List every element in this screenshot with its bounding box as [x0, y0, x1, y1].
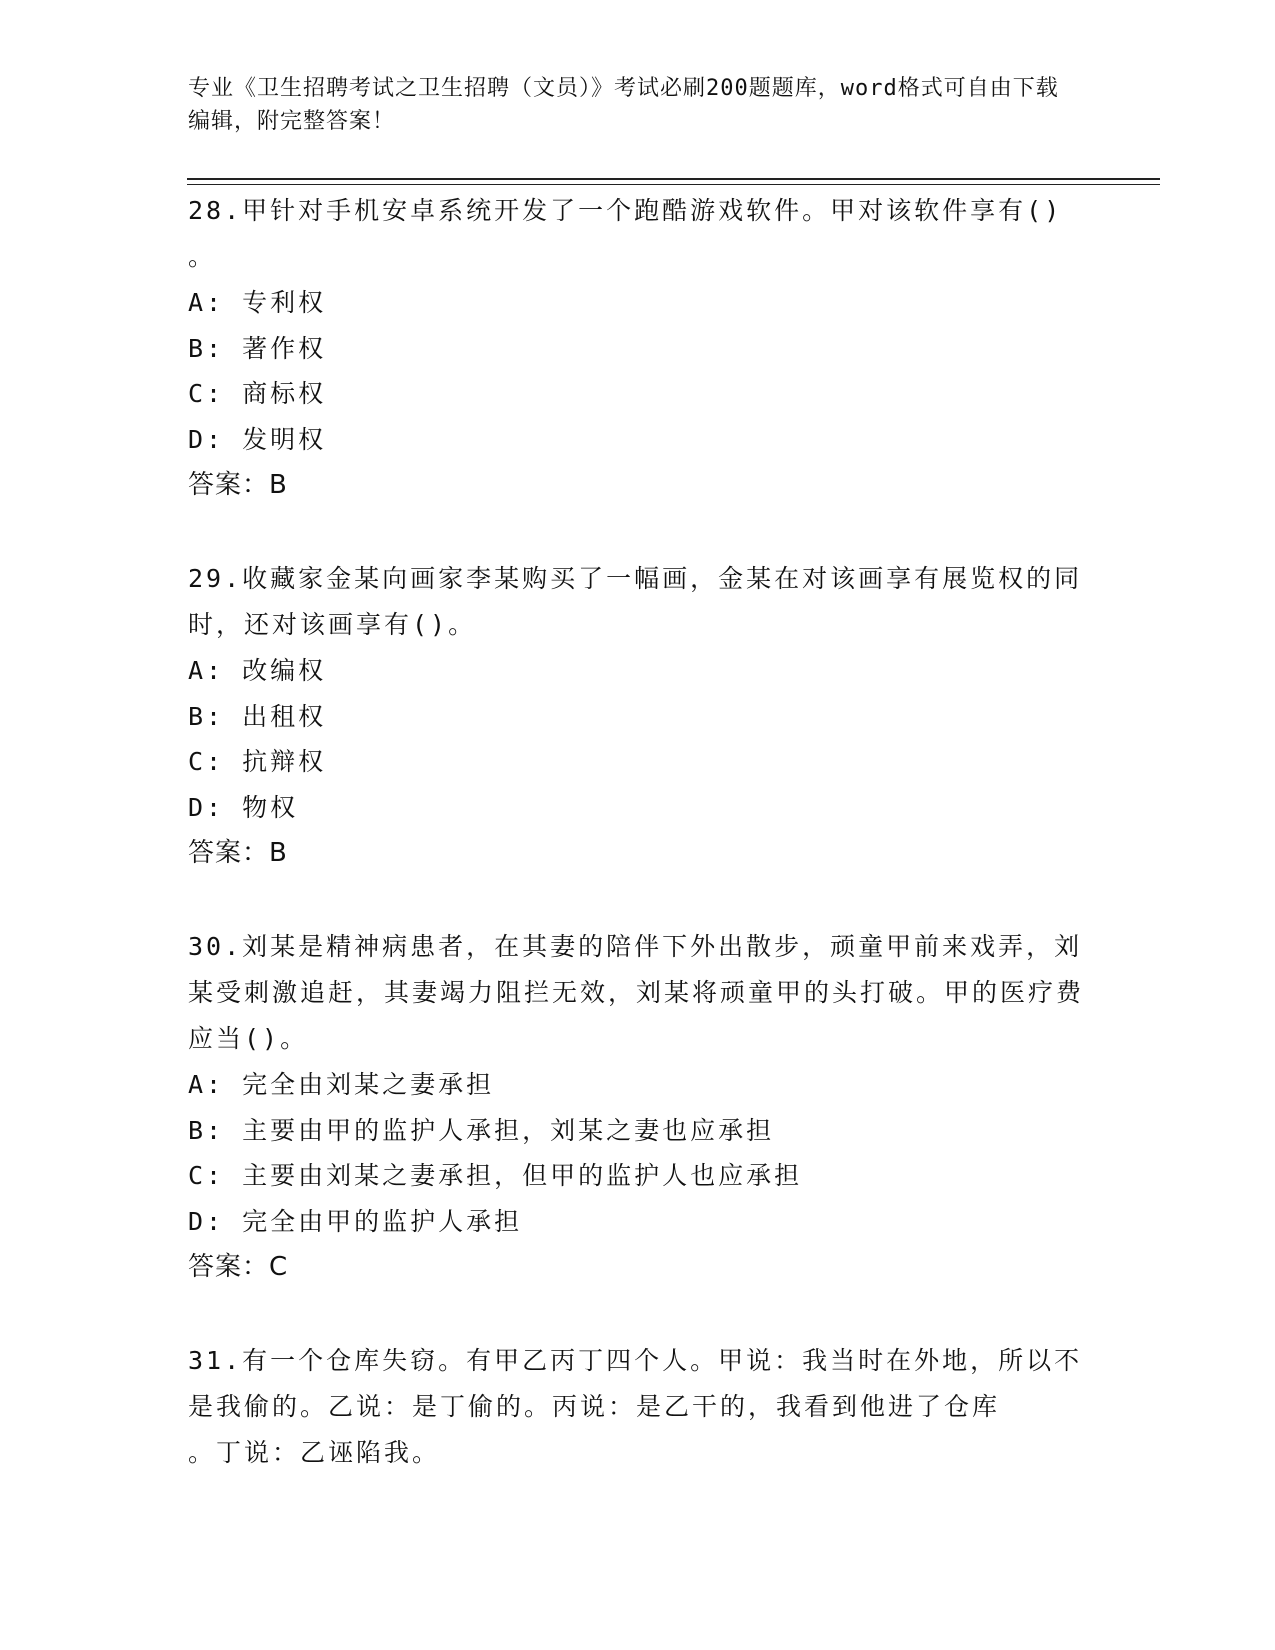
- answer: 答案：B: [188, 470, 288, 500]
- option-a: A: 改编权: [188, 656, 327, 685]
- answer: 答案：C: [188, 1252, 289, 1282]
- question-31: [188, 1338, 1088, 1476]
- header-divider-thick: [187, 178, 1160, 180]
- option-d: D: 物权: [188, 792, 299, 822]
- question-stem: 30.刘某是精神病患者，在其妻的陪伴下外出散步，顽童甲前来戏弄，刘某受刺激追赶，其妻竭力阻拦无效，刘某将顽童甲的头打破。甲的医疗费应当()。: [188, 932, 1085, 1053]
- option-a: A: 完全由刘某之妻承担: [188, 1070, 495, 1099]
- option-d: D: 完全由甲的监护人承担: [188, 1206, 523, 1236]
- option-list: [188, 280, 1088, 462]
- option-c: C: 抗辩权: [188, 747, 327, 776]
- question-stem: 29.收藏家金某向画家李某购买了一幅画，金某在对该画享有展览权的同时，还对该画享有()。: [188, 564, 1083, 639]
- option-b: B: 著作权: [188, 333, 327, 363]
- option-a: A: 专利权: [188, 288, 327, 317]
- question-stem: 31.有一个仓库失窃。有甲乙丙丁四个人。甲说：我当时在外地，所以不是我偷的。乙说：是丁偷的。丙说：是乙干的，我看到他进了仓库 。丁说：乙诬陷我。: [188, 1346, 1083, 1467]
- question-stem: 28.甲针对手机安卓系统开发了一个跑酷游戏软件。甲对该软件享有() 。: [188, 196, 1063, 271]
- question-28: [188, 188, 1088, 508]
- header-text: 专业《卫生招聘考试之卫生招聘（文员）》考试必刷200题题库，word格式可自由下载编辑，附完整答案！: [188, 76, 1059, 134]
- option-list: [188, 648, 1088, 830]
- option-b: B: 出租权: [188, 701, 327, 731]
- option-list: [188, 1062, 1088, 1244]
- question-29: [188, 556, 1088, 876]
- option-c: C: 商标权: [188, 379, 327, 408]
- header-divider-thin: [187, 184, 1160, 185]
- document-header: [188, 72, 1068, 138]
- option-b: B: 主要由甲的监护人承担，刘某之妻也应承担: [188, 1115, 775, 1145]
- question-list: [188, 188, 1088, 1524]
- option-c: C: 主要由刘某之妻承担，但甲的监护人也应承担: [188, 1161, 803, 1190]
- option-d: D: 发明权: [188, 424, 327, 454]
- question-30: [188, 924, 1088, 1290]
- answer: 答案：B: [188, 838, 288, 868]
